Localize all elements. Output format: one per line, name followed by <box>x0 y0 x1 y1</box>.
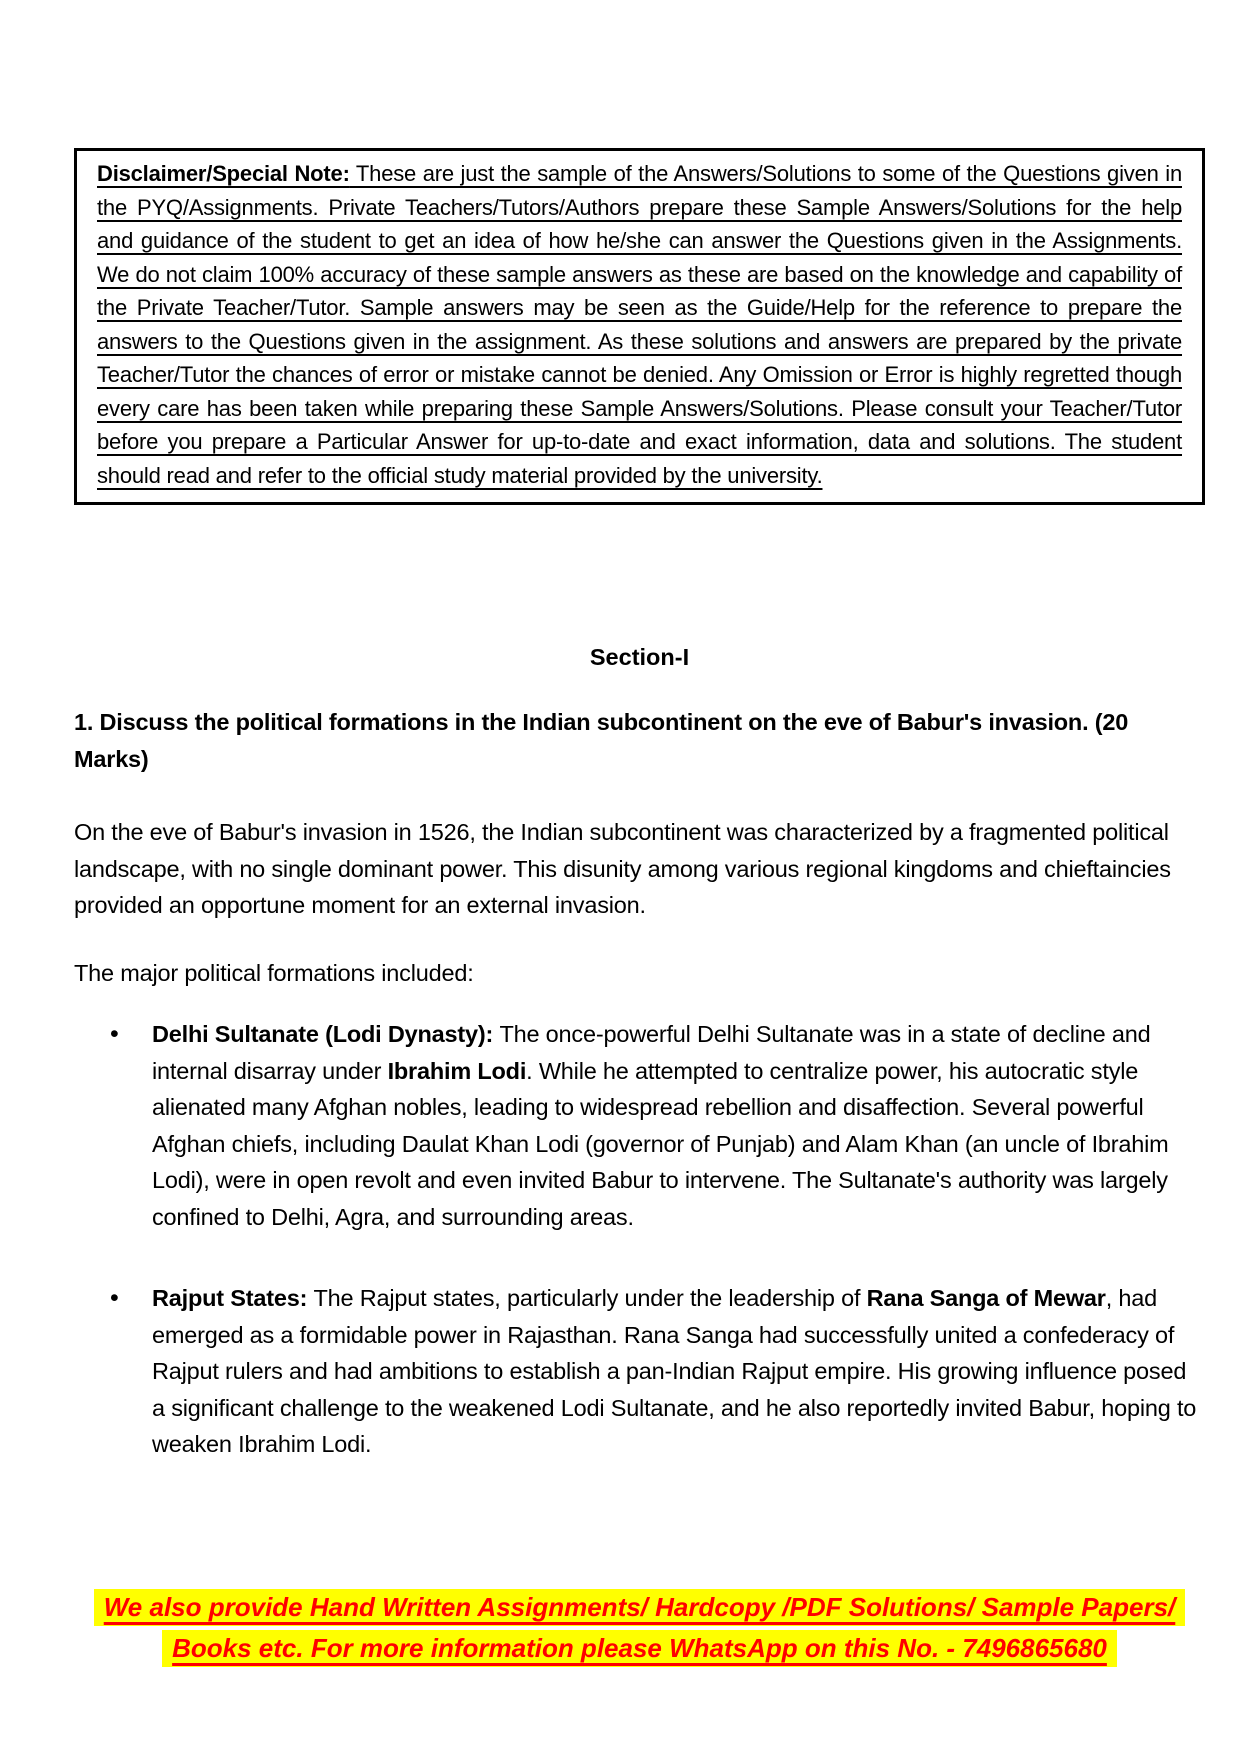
promo-footer-line-1-wrap <box>74 1587 1205 1628</box>
list-item-delhi-sultanate: • Delhi Sultanate (Lodi Dynasty): The once-powerful Delhi Sultanate was in a state of decline and internal disarray under Ibrahim Lodi. While he attempted to centralize power, his autocratic style alienated many Afghan nobles, leading to widespread rebellion and disaffection. Several powerful Afghan chiefs, including Daulat Khan Lodi (governor of Punjab) and Alam Khan (an uncle of Ibrahim Lodi), were in open revolt and even invited Babur to intervene. The Sultanate's authority was largely confined to Delhi, Agra, and surrounding areas. <box>74 1016 1205 1235</box>
promo-footer-line-1: We also provide Hand Written Assignments/ Hardcopy /PDF Solutions/ Sample Papers/ <box>94 1589 1186 1626</box>
disclaimer-label: Disclaimer/Special Note: <box>97 161 350 186</box>
political-formations-list <box>74 1016 1205 1463</box>
intro-paragraph: On the eve of Babur's invasion in 1526, the Indian subcontinent was characterized by a fragmented political landscape, with no single dominant power. This disunity among various regional kingdoms and chieftaincies provided an opportune moment for an external invasion. <box>74 819 1171 918</box>
list-lead-paragraph: The major political formations included: <box>74 959 474 986</box>
promo-footer <box>74 1587 1205 1669</box>
disclaimer-body: These are just the sample of the Answers/Solutions to some of the Questions given in the PYQ/Assignments. Private Teachers/Tutors/Authors prepare these Sample Answers/Solutions for the help and guidance of the student to get an idea of how he/she can answer the Questions given in the Assignments. We do not claim 100% accuracy of these sample answers as these are based on the knowledge and capability of the Private Teacher/Tutor. Sample answers may be seen as the Guide/Help for the reference to prepare the answers to the Questions given in the assignment. As these solutions and answers are prepared by the private Teacher/Tutor the chances of error or mistake cannot be denied. Any Omission or Error is highly regretted though every care has been taken while preparing these Sample Answers/Solutions. Please consult your Teacher/Tutor before you prepare a Particular Answer for up-to-date and exact information, data and solutions. The student should read and refer to the official study material provided by the university. <box>97 161 1182 488</box>
section-title: Section-I <box>589 644 690 670</box>
promo-footer-line-2: Books etc. For more information please WhatsApp on this No. - 7496865680 <box>162 1630 1117 1667</box>
disclaimer-text <box>97 157 1182 492</box>
question-1-heading: 1. Discuss the political formations in the Indian subcontinent on the eve of Babur's invasion. (20 Marks) <box>74 709 1129 772</box>
disclaimer-box <box>74 148 1205 505</box>
page-content <box>74 0 1205 1669</box>
promo-footer-line-2-wrap <box>74 1628 1205 1669</box>
list-item-rajput-states: • Rajput States: The Rajput states, particularly under the leadership of Rana Sanga of Mewar, had emerged as a formidable power in Rajasthan. Rana Sanga had successfully united a confederacy of Rajput rulers and had ambitions to establish a pan-Indian Rajput empire. His growing influence posed a significant challenge to the weakened Lodi Sultanate, and he also reportedly invited Babur, hoping to weaken Ibrahim Lodi. <box>74 1280 1205 1463</box>
